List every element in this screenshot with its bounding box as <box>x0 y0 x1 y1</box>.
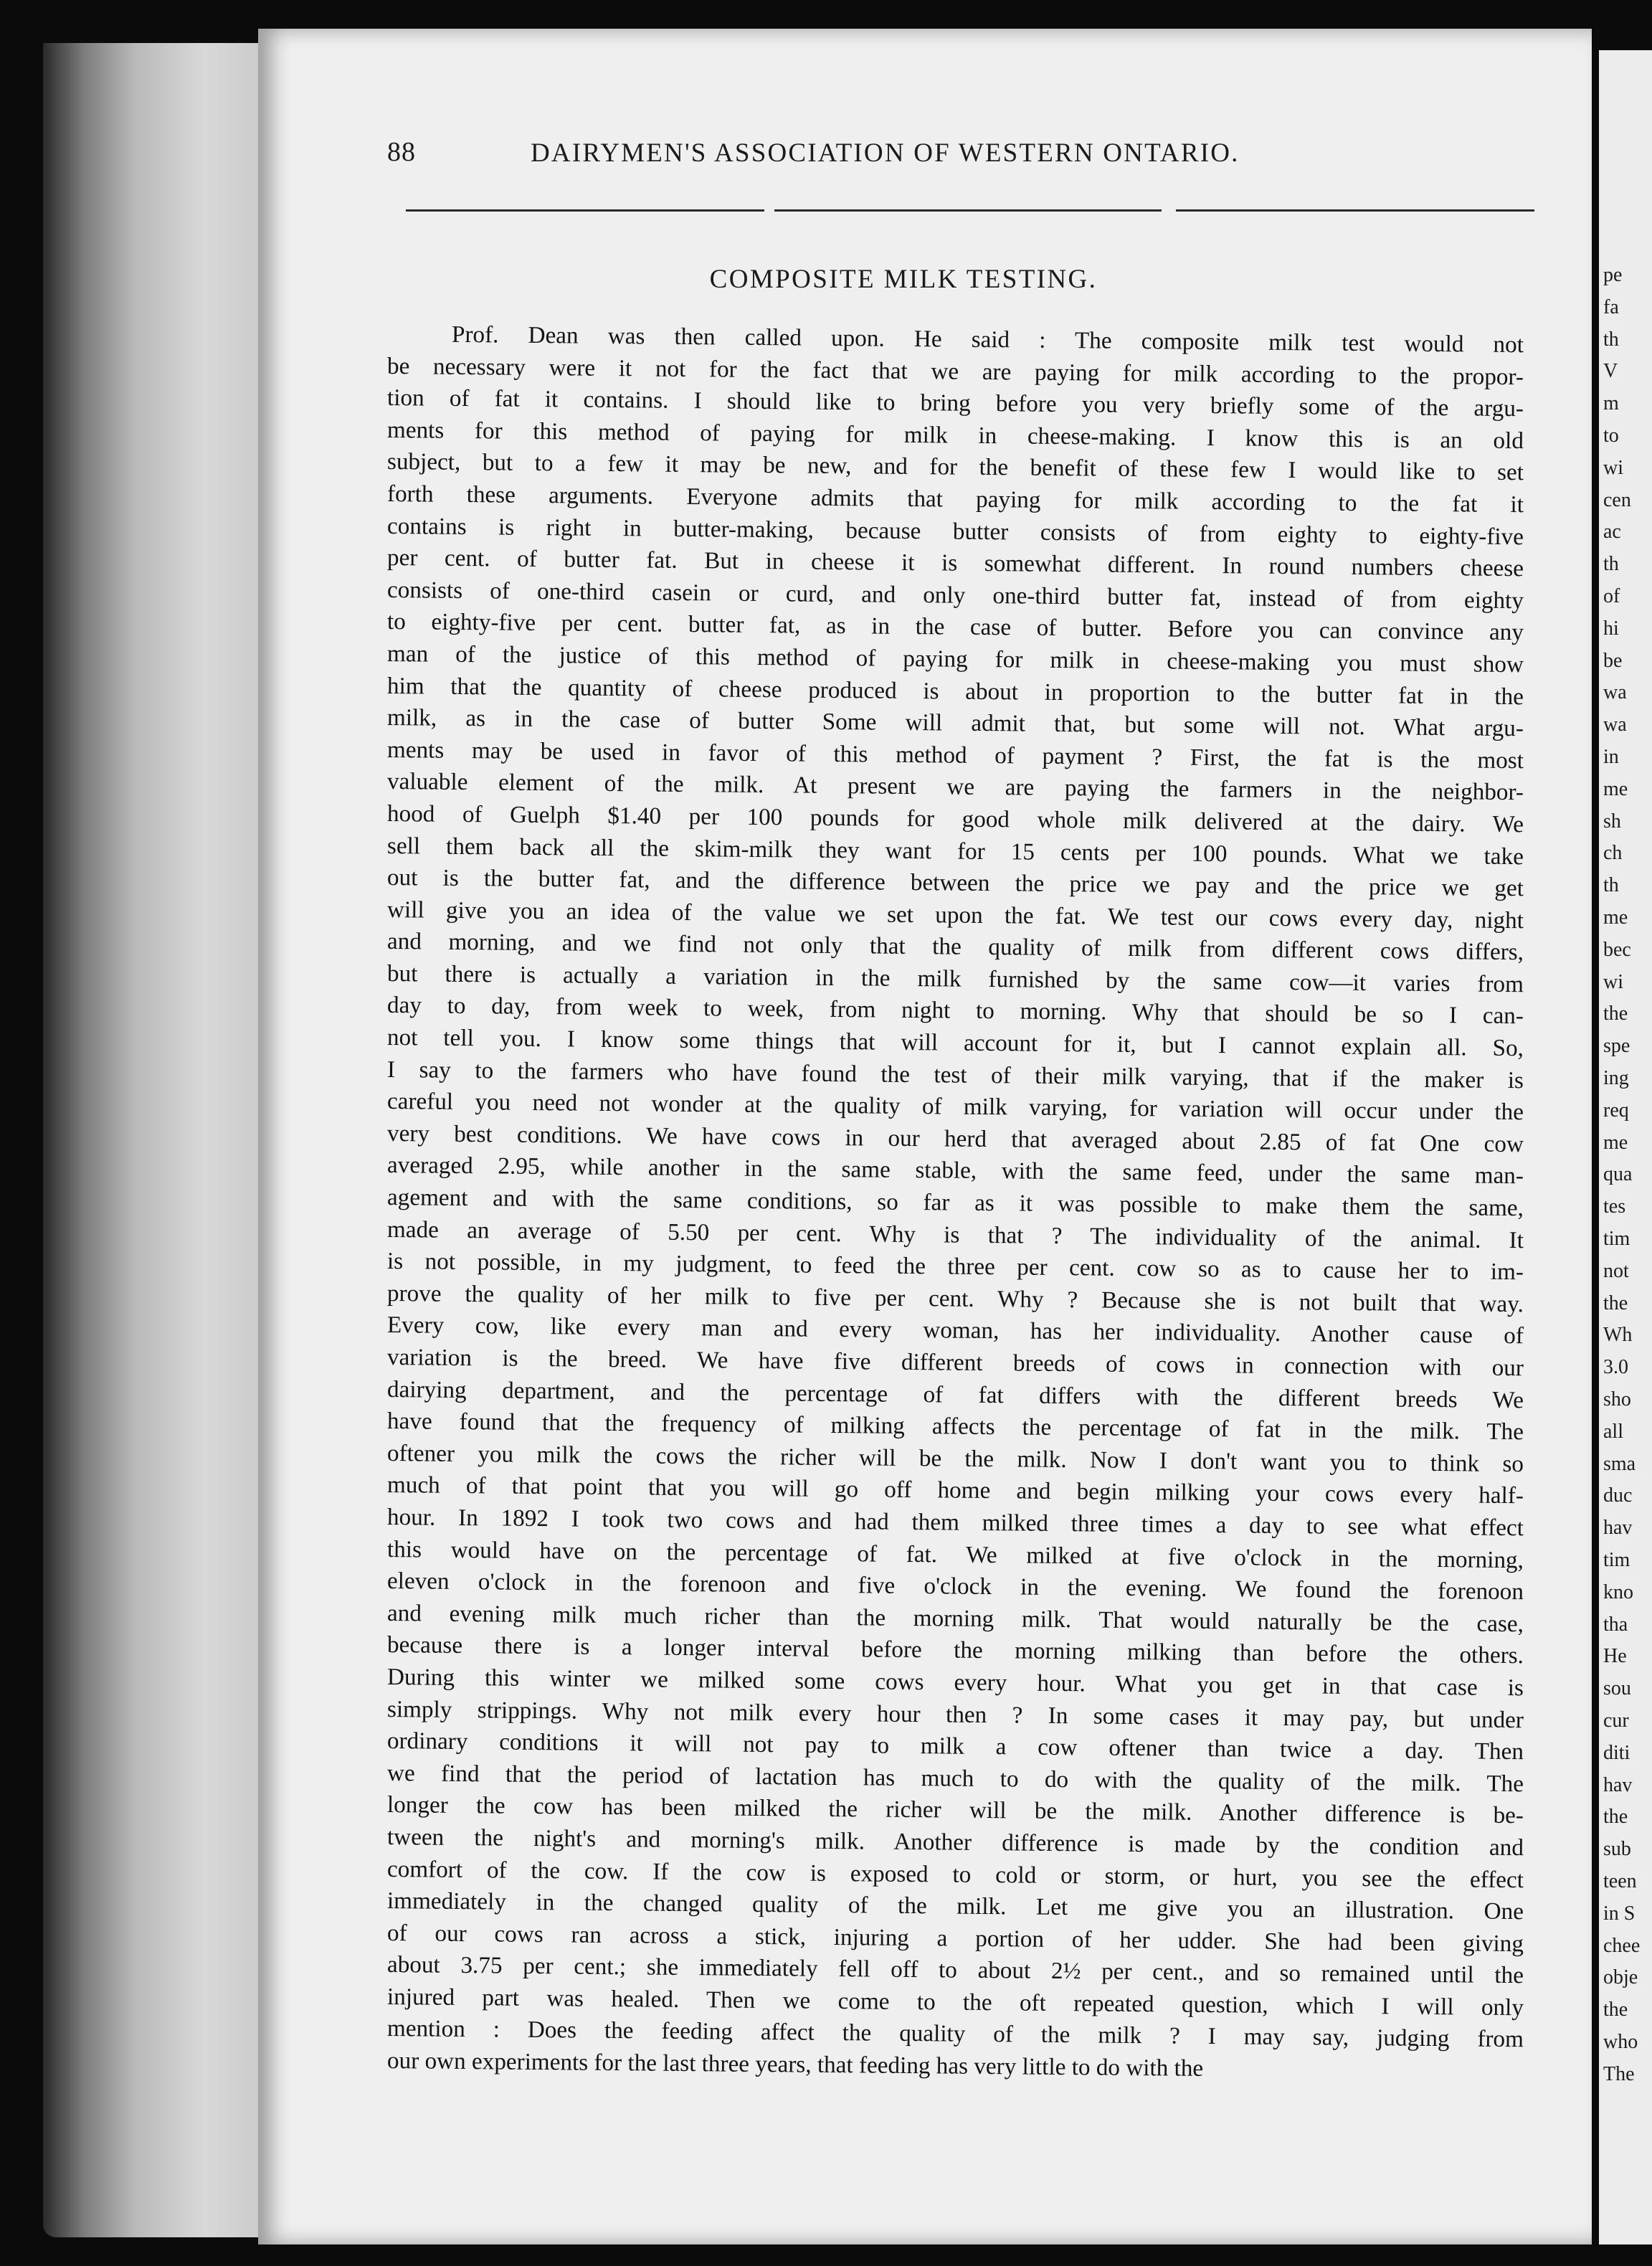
facing-page-fragment: duc <box>1603 1484 1633 1507</box>
body-line: milk, as in the case of butter Some will admit that, but some will not. What argu- <box>386 704 1524 742</box>
facing-page-fragment: cur <box>1603 1710 1629 1732</box>
body-line: tion of fat it contains. I should like to bring before you very briefly some of the argu- <box>386 384 1524 422</box>
body-line: man of the justice of this method of paying for milk in cheese-making you must show <box>386 640 1524 678</box>
body-line: have found that the frequency of milking affects the percentage of fat in the milk. The <box>386 1408 1524 1446</box>
facing-page-fragment: sma <box>1603 1452 1636 1475</box>
header-rule-right <box>1176 209 1534 212</box>
body-line: per cent. of butter fat. But in cheese it is somewhat different. In round numbers cheese <box>386 544 1524 582</box>
facing-page-fragment: obje <box>1603 1966 1638 1989</box>
body-line: much of that point that you will go off home and begin milking your cows every half- <box>386 1471 1524 1509</box>
body-line: Every cow, like every man and every woman, has her individuality. Another cause of <box>386 1312 1524 1350</box>
facing-page-fragment: He <box>1603 1645 1627 1668</box>
body-line: careful you need not wonder at the quality of milk varying, for variation will occur under the <box>386 1088 1524 1126</box>
facing-page-fragment: th <box>1603 874 1619 897</box>
facing-page-fragment: wa <box>1603 681 1627 704</box>
facing-page-fragment: qua <box>1603 1163 1633 1186</box>
facing-page-fragment: hav <box>1603 1517 1633 1540</box>
facing-page-fragment: tim <box>1603 1228 1630 1250</box>
body-line: I say to the farmers who have found the test of their milk varying, that if the maker is <box>386 1056 1524 1094</box>
facing-page-fragment: spe <box>1603 1035 1630 1058</box>
facing-page-fragment: wa <box>1603 714 1627 736</box>
body-line: subject, but to a few it may be new, and for the benefit of these few I would like to set <box>386 448 1524 486</box>
facing-page-fragment: in <box>1603 746 1619 768</box>
body-line: immediately in the changed quality of the milk. Let me give you an illustration. One <box>386 1887 1524 1925</box>
article-body <box>386 318 1524 2082</box>
body-line: about 3.75 per cent.; she immediately fell off to about 2½ per cent., and so remained until the <box>386 1951 1524 1989</box>
body-line: simply strippings. Why not milk every hour then ? In some cases it may pay, but under <box>386 1695 1524 1733</box>
facing-page-fragment: wi <box>1603 970 1623 993</box>
body-line: dairying department, and the percentage of fat differs with the different breeds We <box>386 1375 1524 1413</box>
facing-page-fragment: ing <box>1603 1067 1629 1089</box>
body-line: prove the quality of her milk to five per cent. Why ? Because she is not built that way. <box>386 1279 1524 1318</box>
body-line: comfort of the cow. If the cow is exposed to cold or storm, or hurt, you see the effect <box>386 1855 1524 1893</box>
body-line: of our cows ran across a stick, injuring a portion of her udder. She had been giving <box>386 1919 1524 1957</box>
facing-page-fragment: V <box>1603 360 1618 383</box>
body-line: this would have on the percentage of fat. We milked at five o'clock in the morning, <box>386 1535 1524 1573</box>
body-line: ments may be used in favor of this method of payment ? First, the fat is the most <box>386 736 1524 774</box>
body-line: to eighty-five per cent. butter fat, as in the case of butter. Before you can convince any <box>386 608 1524 646</box>
body-line: because there is a longer interval before the morning milking than before the others. <box>386 1631 1524 1669</box>
body-line: but there is actually a variation in the milk furnished by the same cow—it varies from <box>386 959 1524 998</box>
header-rule-left <box>406 209 764 212</box>
facing-page-fragment: fa <box>1603 295 1619 318</box>
facing-page-fragment: to <box>1603 425 1619 447</box>
body-line: During this winter we milked some cows every hour. What you get in that case is <box>386 1663 1524 1702</box>
facing-page-fragment: cen <box>1603 488 1631 511</box>
body-line: longer the cow has been milked the richer will be the milk. Another difference is be- <box>386 1791 1524 1829</box>
body-line: variation is the breed. We have five different breeds of cows in connection with our <box>386 1344 1524 1382</box>
page-number: 88 <box>387 137 416 167</box>
body-line: tween the night's and morning's milk. Another difference is made by the condition and <box>386 1823 1524 1862</box>
body-line: our own experiments for the last three years, that feeding has very little to do with the <box>386 2047 1204 2082</box>
facing-page-fragment: me <box>1603 777 1628 800</box>
body-line: mention : Does the feeding affect the quality of the milk ? I may say, judging from <box>386 2015 1524 2053</box>
facing-page-fragment: all <box>1603 1420 1623 1443</box>
body-line: averaged 2.95, while another in the same stable, with the same feed, under the same man- <box>386 1152 1524 1190</box>
body-line: contains is right in butter-making, because butter consists of from eighty to eighty-five <box>386 512 1524 550</box>
facing-page-fragment: chee <box>1603 1934 1641 1957</box>
body-line: oftener you milk the cows the richer will be the milk. Now I don't want you to think so <box>386 1439 1524 1477</box>
facing-page-fragment: me <box>1603 906 1628 929</box>
body-line: very best conditions. We have cows in our herd that averaged about 2.85 of fat One cow <box>386 1119 1524 1158</box>
facing-page-fragment: tha <box>1603 1613 1628 1636</box>
body-line: consists of one-third casein or curd, and only one-third butter fat, instead of from eighty <box>386 576 1524 614</box>
body-line: forth these arguments. Everyone admits that paying for milk according to the fat it <box>386 480 1524 518</box>
body-line: eleven o'clock in the forenoon and five o'clock in the evening. We found the forenoon <box>386 1568 1524 1606</box>
facing-page-fragment: the <box>1603 1291 1628 1314</box>
facing-page-fragment: th <box>1603 328 1619 351</box>
body-line: ordinary conditions it will not pay to milk a cow oftener than twice a day. Then <box>386 1727 1524 1765</box>
body-line: not tell you. I know some things that will account for it, but I cannot explain all. So, <box>386 1024 1524 1062</box>
facing-page-fragment: not <box>1603 1259 1629 1282</box>
facing-page-fragment: hav <box>1603 1773 1633 1796</box>
facing-page-fragment: be <box>1603 649 1623 672</box>
body-line: and morning, and we find not only that the quality of milk from different cows differs, <box>386 928 1524 966</box>
article-title: COMPOSITE MILK TESTING. <box>709 265 1098 294</box>
facing-page-fragment: wi <box>1603 456 1623 479</box>
facing-page-fragment: 3.0 <box>1603 1356 1628 1379</box>
journal-title: DAIRYMEN'S ASSOCIATION OF WESTERN ONTARIO. <box>531 138 1240 168</box>
body-line: injured part was healed. Then we come to the oft repeated question, which I will only <box>386 1983 1524 2021</box>
facing-page-fragment: the <box>1603 1999 1628 2021</box>
body-line: will give you an idea of the value we set upon the fat. We test our cows every day, night <box>386 896 1524 934</box>
facing-page-fragment: req <box>1603 1099 1629 1122</box>
facing-page-fragment: m <box>1603 392 1619 415</box>
header-rule-middle <box>774 209 1162 212</box>
facing-page-fragment: tim <box>1603 1549 1630 1571</box>
facing-page-fragment: th <box>1603 553 1619 576</box>
body-line: valuable element of the milk. At present we are paying the farmers in the neighbor- <box>386 768 1524 806</box>
facing-page-fragment: ac <box>1603 521 1621 544</box>
facing-page-fragment: sou <box>1603 1677 1631 1700</box>
facing-page-fragment: bec <box>1603 938 1631 961</box>
body-line: him that the quantity of cheese produced is about in proportion to the butter fat in the <box>386 672 1524 710</box>
facing-page-fragment: diti <box>1603 1741 1630 1764</box>
body-line: is not possible, in my judgment, to feed the three per cent. cow so as to cause her to im- <box>386 1248 1524 1286</box>
facing-page-fragment: the <box>1603 1806 1628 1829</box>
facing-page-fragment: sho <box>1603 1388 1631 1411</box>
body-line: sell them back all the skim-milk they want for 15 cents per 100 pounds. What we take <box>386 832 1524 870</box>
facing-page-fragment: the <box>1603 1002 1628 1025</box>
facing-page-fragment: The <box>1603 2062 1635 2085</box>
body-line: ments for this method of paying for milk in cheese-making. I know this is an old <box>386 416 1524 454</box>
body-line: day to day, from week to week, from night to morning. Why that should be so I can- <box>386 992 1524 1030</box>
body-line: Prof. Dean was then called upon. He said : The composite milk test would not <box>451 321 1524 359</box>
facing-page-fragment: pe <box>1603 264 1623 286</box>
facing-page-fragment: kno <box>1603 1580 1633 1603</box>
body-line: we find that the period of lactation has much to do with the quality of the milk. The <box>386 1759 1524 1797</box>
facing-page-fragment: sh <box>1603 810 1621 833</box>
facing-page-fragment: ch <box>1603 842 1623 865</box>
facing-page-fragment: who <box>1603 2031 1638 2053</box>
facing-page-edge <box>1599 50 1652 2244</box>
facing-page-fragment: hi <box>1603 617 1619 640</box>
body-line: out is the butter fat, and the difference between the price we pay and the price we get <box>386 864 1524 902</box>
book-spine-edge <box>43 43 272 2237</box>
running-head <box>387 133 1420 179</box>
body-line: hour. In 1892 I took two cows and had them milked three times a day to see what effect <box>386 1503 1524 1542</box>
facing-page-fragment: of <box>1603 585 1620 607</box>
facing-page-fragment: teen <box>1603 1870 1637 1892</box>
facing-page-fragment: in S <box>1603 1902 1636 1925</box>
body-line: agement and with the same conditions, so far as it was possible to make them the same, <box>386 1184 1524 1222</box>
body-line: made an average of 5.50 per cent. Why is that ? The individuality of the animal. It <box>386 1215 1524 1253</box>
facing-page-fragment: me <box>1603 1131 1628 1154</box>
body-line: be necessary were it not for the fact that we are paying for milk according to the propor- <box>386 352 1524 390</box>
facing-page-fragment: sub <box>1603 1838 1631 1861</box>
body-line: hood of Guelph $1.40 per 100 pounds for good whole milk delivered at the dairy. We <box>386 800 1524 838</box>
body-line: and evening milk much richer than the morning milk. That would naturally be the case, <box>386 1599 1524 1637</box>
facing-page-fragment: Wh <box>1603 1324 1633 1347</box>
facing-page-fragment: tes <box>1603 1195 1626 1218</box>
